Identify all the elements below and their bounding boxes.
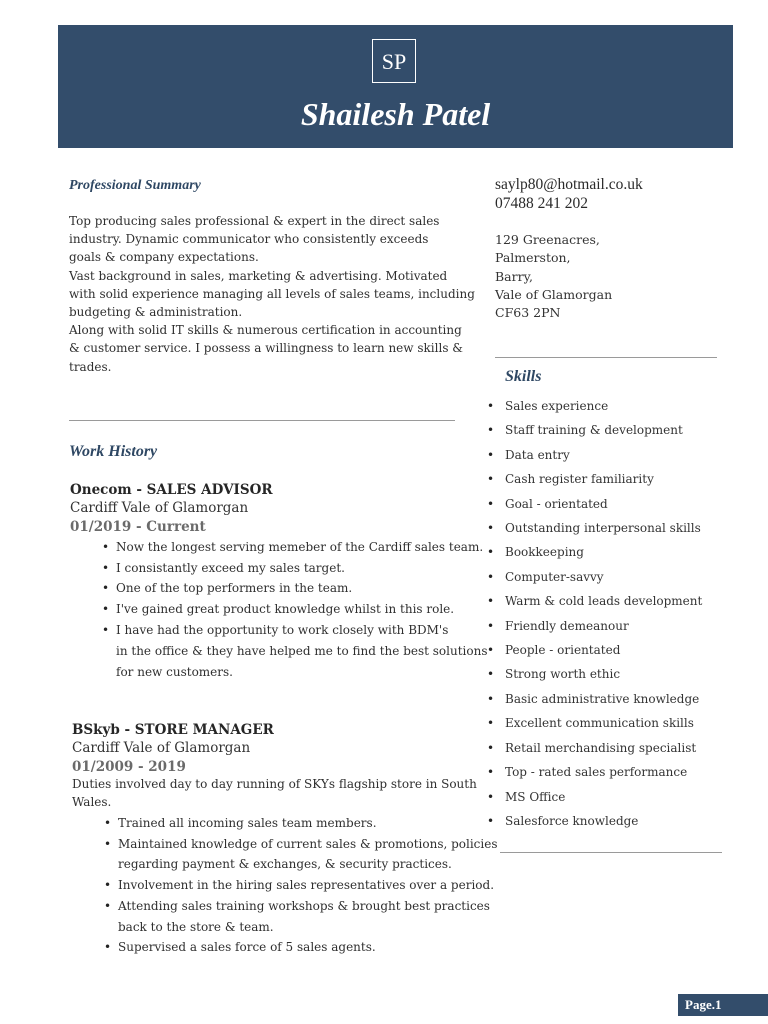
skill-item: • People - orientated (505, 638, 702, 662)
skill-item: • Basic administrative knowledge (505, 687, 702, 711)
divider (495, 357, 717, 358)
skill-item: • Goal - orientated (505, 492, 702, 516)
contact-block (495, 175, 643, 213)
address-line: Palmerston, (495, 250, 571, 266)
job-bullet-continuation: regarding payment & exchanges, & security practices. (118, 857, 452, 872)
address-line: 129 Greenacres, (495, 232, 600, 247)
job-bullet-continuation: back to the store & team. (118, 919, 274, 934)
email[interactable]: saylp80@hotmail.co.uk (495, 176, 643, 193)
summary-line: goals & company expectations. (69, 250, 259, 265)
job-bullet: • Attending sales training workshops & brought best practices (118, 896, 498, 917)
summary-line: industry. Dynamic communicator who consistently exceeds (69, 232, 429, 247)
summary-line: Along with solid IT skills & numerous certification in accounting (69, 323, 462, 338)
continuation-line: for new customers. (116, 664, 233, 679)
summary-text (69, 212, 475, 376)
job-bullets (116, 537, 483, 641)
job-bullet: • One of the top performers in the team. (116, 578, 483, 599)
job-bullet-continuation (116, 641, 488, 682)
skill-item: • Top - rated sales performance (505, 760, 702, 784)
skill-item: • Excellent communication skills (505, 711, 702, 735)
job-bullet: • Supervised a sales force of 5 sales agents. (118, 937, 498, 958)
page-number: Page.1 (678, 994, 768, 1016)
skill-item: • Cash register familiarity (505, 467, 702, 491)
job-dates: 01/2019 - Current (70, 519, 206, 535)
skill-item: • Bookkeeping (505, 540, 702, 564)
skill-item: • MS Office (505, 785, 702, 809)
job-title: BSkyb - STORE MANAGER (72, 722, 274, 738)
address-line: CF63 2PN (495, 305, 561, 321)
skill-item: • Data entry (505, 443, 702, 467)
job-bullet: • Trained all incoming sales team members. (118, 813, 498, 834)
skill-item: • Warm & cold leads development (505, 589, 702, 613)
divider (500, 852, 722, 853)
job-location: Cardiff Vale of Glamorgan (72, 740, 251, 756)
continuation-line: in the office & they have helped me to find the best solutions (116, 644, 488, 658)
job-title: Onecom - SALES ADVISOR (70, 482, 273, 498)
job-bullets (118, 813, 498, 958)
skill-item: • Friendly demeanour (505, 614, 702, 638)
monogram-logo: SP (372, 39, 416, 83)
address-line: Barry, (495, 268, 533, 284)
skill-item: • Staff training & development (505, 418, 702, 442)
summary-line: budgeting & administration. (69, 305, 243, 320)
job-bullet: • I've gained great product knowledge whilst in this role. (116, 599, 483, 620)
skill-item: • Strong worth ethic (505, 662, 702, 686)
job-bullet: • Maintained knowledge of current sales & promotions, policies (118, 834, 498, 855)
skill-item: • Outstanding interpersonal skills (505, 516, 702, 540)
skills-list (505, 394, 702, 833)
summary-line: Vast background in sales, marketing & advertising. Motivated (69, 268, 448, 283)
address (495, 231, 612, 322)
candidate-name: Shailesh Patel (300, 96, 491, 132)
work-history-heading: Work History (69, 443, 158, 460)
job-bullet: • I consistantly exceed my sales target. (116, 558, 483, 579)
address-line: Vale of Glamorgan (495, 286, 613, 302)
phone[interactable]: 07488 241 202 (495, 195, 588, 212)
summary-line: Top producing sales professional & expert in the direct sales (69, 214, 440, 228)
job-bullet: • I have had the opportunity to work closely with BDM's (116, 620, 483, 641)
job-dates: 01/2009 - 2019 (72, 759, 186, 775)
skills-heading: Skills (505, 368, 542, 385)
summary-heading: Professional Summary (69, 178, 201, 193)
job-bullet: • Now the longest serving memeber of the Cardiff sales team. (116, 537, 483, 558)
description-line: Wales. (72, 795, 112, 810)
description-line: Duties involved day to day running of SKYs flagship store in South (72, 777, 477, 791)
job-bullet: • Involvement in the hiring sales representatives over a period. (118, 875, 498, 896)
skill-item: • Sales experience (505, 394, 702, 418)
skill-item: • Retail merchandising specialist (505, 736, 702, 760)
summary-line: & customer service. I possess a willingness to learn new skills & (69, 341, 463, 356)
skill-item: • Computer-savvy (505, 565, 702, 589)
job-description (72, 775, 477, 811)
summary-line: trades. (69, 359, 112, 374)
job-location: Cardiff Vale of Glamorgan (70, 500, 249, 516)
skill-item: • Salesforce knowledge (505, 809, 702, 833)
divider (69, 420, 455, 421)
summary-line: with solid experience managing all levels of sales teams, including (69, 286, 475, 301)
